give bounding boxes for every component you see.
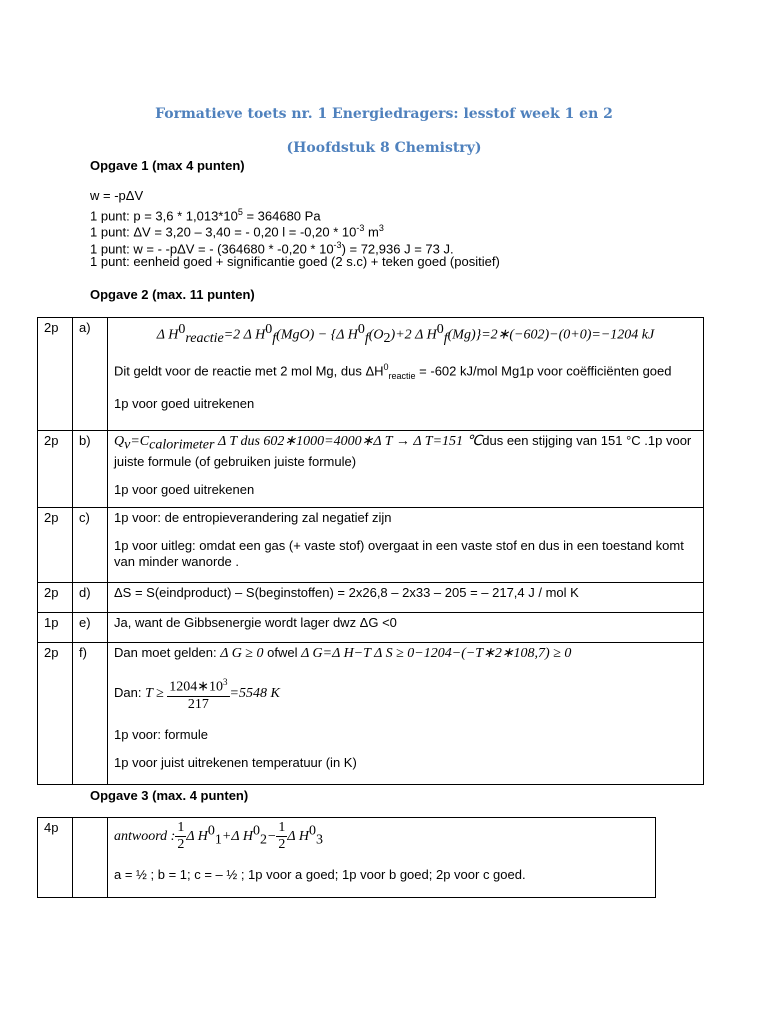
exponent: -3 <box>356 223 365 233</box>
answer-cell <box>108 583 704 613</box>
math: T ≥ <box>145 685 168 701</box>
text: 1 punt: ΔV = 3,20 – 3,40 = - 0,20 l = -0,20 * 10 <box>90 224 357 240</box>
sup: 0 <box>357 322 365 337</box>
math: =2 Δ H <box>223 327 266 343</box>
table-row <box>38 583 704 613</box>
opgave-2-table <box>37 317 704 785</box>
answer-b-points: 1p voor goed uitrekenen <box>114 481 255 497</box>
label-cell: f) <box>73 643 108 785</box>
math: )+2 Δ H <box>390 327 437 343</box>
math: − <box>266 828 277 844</box>
denominator: 2 <box>278 837 286 852</box>
answer-f-condition <box>114 645 697 662</box>
numerator: 1 <box>177 820 185 835</box>
numerator <box>167 674 229 697</box>
table-row <box>38 643 704 785</box>
answer-cell <box>108 643 704 785</box>
fraction <box>175 820 186 853</box>
label-cell: a) <box>73 318 108 431</box>
text: 1204∗10 <box>169 679 224 695</box>
sup: 3 <box>223 677 228 687</box>
text: = -602 kJ/mol Mg1p voor coëfficiënten goed <box>415 363 672 379</box>
table-row <box>38 508 704 583</box>
math: +Δ H <box>221 828 253 844</box>
math: Q <box>114 434 125 449</box>
answer-cell <box>108 508 704 583</box>
table-row <box>38 318 704 431</box>
document-title: Formatieve toets nr. 1 Energiedragers: lesstof week 1 en 2 <box>155 106 613 122</box>
answer-e-text: Ja, want de Gibbsenergie wordt lager dwz ΔG <0 <box>114 615 397 630</box>
points-cell: 2p <box>38 318 73 431</box>
points-cell: 2p <box>38 643 73 785</box>
answer-b-text <box>114 433 697 470</box>
exponent: -3 <box>333 240 342 250</box>
fraction <box>167 674 229 713</box>
sub: f <box>364 330 369 346</box>
answer-cell <box>108 318 704 431</box>
sub: 2 <box>383 330 391 346</box>
label-cell <box>73 818 108 898</box>
numerator: 1 <box>278 820 286 835</box>
opgave-1-line-1: w = -pΔV <box>90 188 144 203</box>
text: Dit geldt voor de reactie met 2 mol Mg, dus ΔH <box>114 363 384 379</box>
sup: 0 <box>308 823 316 839</box>
text: 1 punt: p = 3,6 * 1,013*10 <box>90 208 238 224</box>
exponent: 3 <box>378 223 384 233</box>
math: Δ G ≥ 0 <box>220 646 264 661</box>
text: Dan moet gelden: <box>114 645 221 660</box>
math: Δ H <box>156 327 179 343</box>
denominator: 2 <box>177 837 185 852</box>
points-cell: 2p <box>38 431 73 508</box>
fraction <box>276 820 287 853</box>
opgave-2-heading: Opgave 2 (max. 11 punten) <box>90 287 255 302</box>
answer-f-points-1: 1p voor: formule <box>114 726 208 742</box>
sub: f <box>443 330 448 346</box>
sub: 3 <box>315 832 323 848</box>
sup: 0 <box>436 322 444 337</box>
answer-f-result <box>114 674 697 713</box>
sup: 0 <box>252 823 260 839</box>
opgave-3-table <box>37 817 656 898</box>
sub: reactie <box>388 370 416 381</box>
answer-d-text: ΔS = S(eindproduct) – S(beginstoffen) = 2x26,8 – 2x33 – 205 = – 217,4 J / mol K <box>114 585 579 600</box>
points-cell: 1p <box>38 613 73 643</box>
points-cell: 2p <box>38 583 73 613</box>
math: =C <box>130 434 150 449</box>
table-row <box>38 613 704 643</box>
math: antwoord : <box>114 828 176 844</box>
label-cell: c) <box>73 508 108 583</box>
opgave-1-line-5: 1 punt: eenheid goed + significantie goed (2 s.c) + teken goed (positief) <box>90 254 500 269</box>
answer-cell <box>108 818 656 898</box>
formula-a <box>114 322 697 347</box>
sup: 0 <box>207 823 215 839</box>
points-cell: 4p <box>38 818 73 898</box>
answer-cell <box>108 431 704 508</box>
math: (O <box>368 327 384 343</box>
sub: reactie <box>185 330 224 346</box>
answer-a-points: 1p voor goed uitrekenen <box>114 395 255 411</box>
document-subtitle: (Hoofdstuk 8 Chemistry) <box>286 140 482 156</box>
opgave-1-heading: Opgave 1 (max 4 punten) <box>90 158 245 173</box>
points-cell: 2p <box>38 508 73 583</box>
opgave-3-heading: Opgave 3 (max. 4 punten) <box>90 788 249 803</box>
math: Δ H <box>287 828 309 844</box>
text: = 364680 Pa <box>242 208 321 224</box>
answer-3-points: a = ½ ; b = 1; c = – ½ ; 1p voor a goed; 1p voor b goed; 2p voor c goed. <box>114 867 526 882</box>
label-cell: d) <box>73 583 108 613</box>
text: Dan: <box>114 684 146 700</box>
math: (Mg)}=2∗(−602)−(0+0)=−1204 kJ <box>447 327 655 343</box>
text: ofwel <box>263 645 302 660</box>
text: dus een stijging van 151 °C .1p voor juiste formule (of gebruiken juiste formule) <box>114 433 692 469</box>
label-cell: e) <box>73 613 108 643</box>
math: =5548 K <box>229 685 280 701</box>
answer-c-line-1: 1p voor: de entropieverandering zal negatief zijn <box>114 510 392 525</box>
text: 1 punt: w = - -pΔV = - (364680 * -0,20 * 10 <box>90 241 334 257</box>
exponent: 5 <box>237 207 243 217</box>
text: m <box>364 224 379 240</box>
answer-a-text <box>114 359 697 384</box>
text: ) = 72,936 J = 73 J. <box>341 241 454 257</box>
answer-f-points-2: 1p voor juist uitrekenen temperatuur (in K) <box>114 754 357 770</box>
sub: v <box>124 437 131 453</box>
math: Δ T dus 602∗1000=4000∗Δ T → Δ T=151 ℃ <box>214 434 483 449</box>
label-cell: b) <box>73 431 108 508</box>
sub: 1 <box>214 832 222 848</box>
answer-c-line-2: 1p voor uitleg: omdat een gas (+ vaste stof) overgaat in een vaste stof en dus in een toestand komt van minder wanorde . <box>114 538 684 569</box>
sup: 0 <box>265 322 273 337</box>
answer-cell <box>108 613 704 643</box>
math: Δ H <box>186 828 208 844</box>
math: (MgO) − {Δ H <box>276 327 358 343</box>
sub: 2 <box>259 832 267 848</box>
math: Δ G=Δ H−T Δ S ≥ 0−1204−(−T∗2∗108,7) ≥ 0 <box>301 646 572 661</box>
table-row <box>38 818 656 898</box>
denominator: 217 <box>187 696 209 712</box>
sup: 0 <box>178 322 186 337</box>
sub: calorimeter <box>149 437 215 453</box>
sub: f <box>272 330 277 346</box>
table-row <box>38 431 704 508</box>
sup: 0 <box>383 361 389 372</box>
answer-3-formula <box>114 820 649 853</box>
